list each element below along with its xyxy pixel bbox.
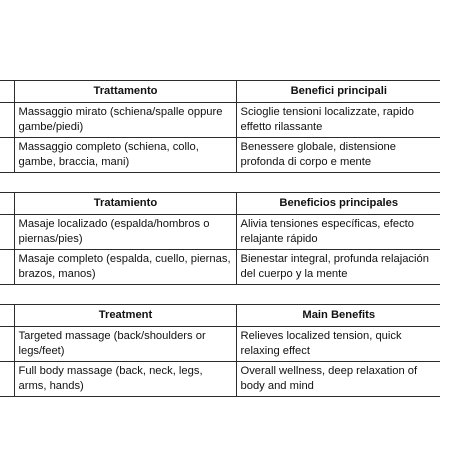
table-row (0, 215, 440, 250)
benefits-cell: Scioglie tensioni localizzate, rapido effetto rilassante (236, 103, 440, 138)
table-row (0, 250, 440, 285)
treatment-cell: Masaje completo (espalda, cuello, piernas, brazos, manos) (14, 250, 236, 285)
table-header-row (0, 305, 440, 327)
treatments-table-english (0, 304, 440, 397)
treatment-cell: Massaggio mirato (schiena/spalle oppure gambe/piedi) (14, 103, 236, 138)
row-stub (0, 103, 14, 138)
treatment-cell: Massaggio completo (schiena, collo, gambe, braccia, mani) (14, 138, 236, 173)
table-header-row (0, 81, 440, 103)
benefits-cell: Overall wellness, deep relaxation of body and mind (236, 362, 440, 397)
column-header-treatment: Trattamento (14, 81, 236, 103)
treatment-cell: Targeted massage (back/shoulders or legs/feet) (14, 327, 236, 362)
table-row (0, 103, 440, 138)
treatments-table-spanish (0, 192, 440, 285)
row-stub (0, 215, 14, 250)
row-stub (0, 193, 14, 215)
table-row (0, 362, 440, 397)
benefits-cell: Alivia tensiones específicas, efecto relajante rápido (236, 215, 440, 250)
row-stub (0, 327, 14, 362)
column-header-benefits: Beneficios principales (236, 193, 440, 215)
column-header-benefits: Main Benefits (236, 305, 440, 327)
benefits-cell: Relieves localized tension, quick relaxing effect (236, 327, 440, 362)
row-stub (0, 81, 14, 103)
table-header-row (0, 193, 440, 215)
treatment-cell: Masaje localizado (espalda/hombros o piernas/pies) (14, 215, 236, 250)
column-header-treatment: Tratamiento (14, 193, 236, 215)
row-stub (0, 138, 14, 173)
benefits-cell: Bienestar integral, profunda relajación del cuerpo y la mente (236, 250, 440, 285)
treatment-cell: Full body massage (back, neck, legs, arms, hands) (14, 362, 236, 397)
treatments-table-italian (0, 80, 440, 173)
benefits-cell: Benessere globale, distensione profonda di corpo e mente (236, 138, 440, 173)
column-header-benefits: Benefici principali (236, 81, 440, 103)
row-stub (0, 305, 14, 327)
row-stub (0, 250, 14, 285)
table-row (0, 327, 440, 362)
row-stub (0, 362, 14, 397)
column-header-treatment: Treatment (14, 305, 236, 327)
table-row (0, 138, 440, 173)
